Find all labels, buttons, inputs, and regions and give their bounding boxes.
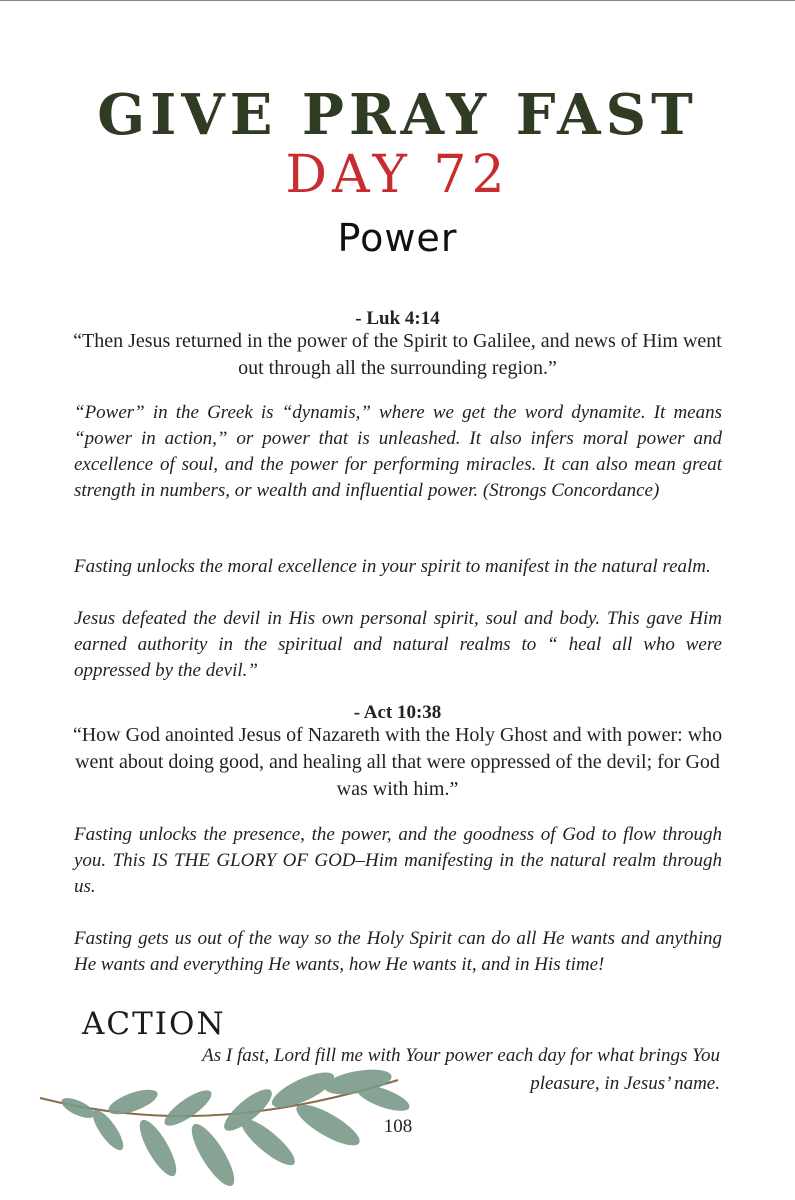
commentary-paragraph: Fasting unlocks the moral excellence in your spirit to manifest in the natural realm. (74, 556, 711, 577)
leaf-branch-icon (38, 1060, 418, 1200)
action-heading: ACTION (82, 1006, 226, 1042)
action-prayer: As I fast, Lord fill me with Your power each day for what brings You pleasure, in Jesus’ name. (202, 1045, 720, 1094)
top-border-line (0, 0, 795, 1)
page-number: 108 (383, 1116, 413, 1137)
scripture-reference: - Luk 4:14 (355, 308, 440, 329)
commentary-paragraph: Fasting gets us out of the way so the Holy Spirit can do all He wants and anything He wants and everything He wants, how He wants it, and in His time! (74, 928, 722, 975)
scripture-quote: “Then Jesus returned in the power of the Spirit to Galilee, and news of Him went out through all the surrounding region.” (73, 330, 722, 379)
commentary-paragraph: Jesus defeated the devil in His own personal spirit, soul and body. This gave Him earned authority in the spiritual and natural realms to “ heal all who were oppressed by the devil.” (74, 608, 722, 681)
commentary-paragraph: Fasting unlocks the presence, the power, and the goodness of God to flow through you. This IS THE GLORY OF GOD–Him manifesting in the natural realm through us. (74, 824, 722, 897)
day-number-heading: DAY 72 (285, 145, 510, 205)
scripture-quote: “How God anointed Jesus of Nazareth with the Holy Ghost and with power: who went about doing good, and healing all that were oppressed of the devil; for God was with him.” (72, 724, 723, 800)
scripture-reference: - Act 10:38 (353, 702, 442, 723)
page-title: GIVE PRAY FAST (97, 82, 698, 148)
commentary-paragraph: “Power” in the Greek is “dynamis,” where we get the word dynamite. It means “power in action,” or power that is unleashed. It also infers moral power and excellence of soul, and the power for performing miracles. It can also mean great strength in numbers, or wealth and influential power. (Strongs Concordance) (74, 402, 722, 501)
topic-subtitle: Power (337, 216, 458, 260)
